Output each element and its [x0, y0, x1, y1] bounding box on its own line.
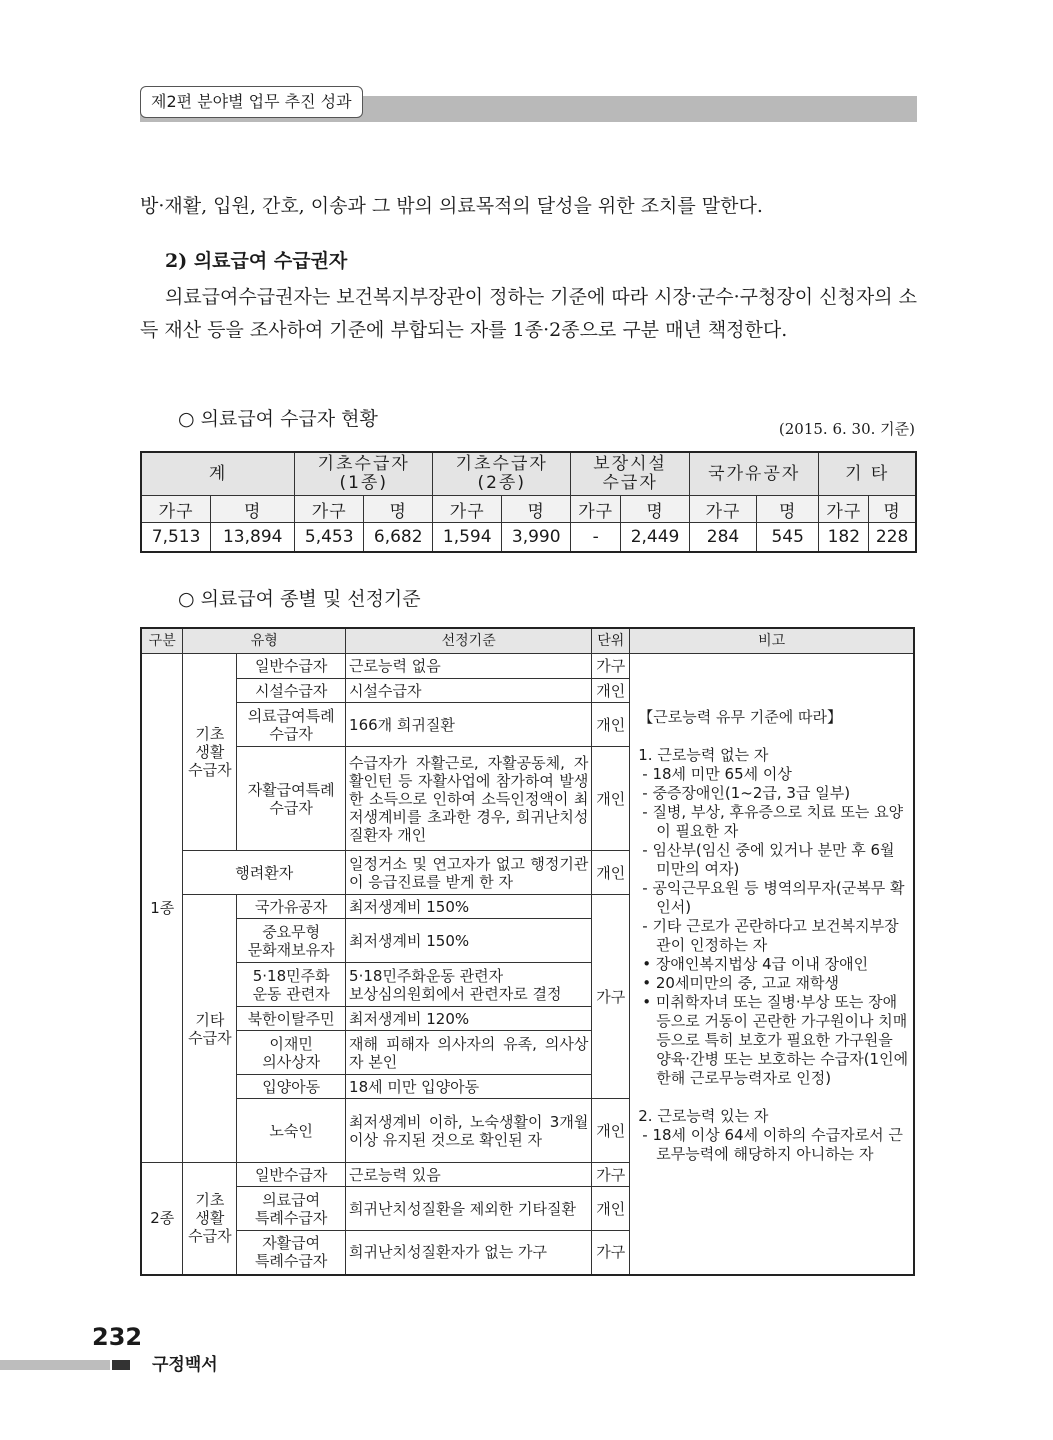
group-header: 기초수급자 (1종): [295, 452, 433, 496]
type-cell: 행려환자: [183, 851, 346, 895]
type-cell: 중요무형 문화재보유자: [237, 919, 346, 963]
table-cell: -: [571, 523, 621, 553]
note-line: - 기타 근로가 곤란하다고 보건복지부장관이 인정하는 자: [642, 917, 899, 954]
section-label: 제2편 분야별 업무 추진 성과: [140, 86, 363, 118]
unit-cell: 개인: [592, 747, 630, 851]
table-cell: 5,453: [295, 523, 364, 553]
criteria-cell: 수급자가 자활근로, 자활공동체, 자활인턴 등 자활사업에 참가하여 발생한 소득으로 인하여 소득인정액이 최저생계비를 초과한 경우, 희귀난치성 질환자 개인: [346, 747, 592, 851]
criteria-cell: 최저생계비 120%: [346, 1007, 592, 1031]
criteria-cell: 5·18민주화운동 관련자 보상심의원회에서 관련자로 결정: [346, 963, 592, 1007]
class-1: 1종: [141, 654, 183, 1163]
table-cell: 7,513: [141, 523, 211, 553]
basis-date: (2015. 6. 30. 기준): [778, 420, 915, 438]
col-header-gubun: 구분: [141, 628, 183, 654]
note-line: • 장애인복지법상 4급 이내 장애인: [642, 955, 869, 973]
class-2: 2종: [141, 1163, 183, 1275]
col-header-note: 비고: [630, 628, 914, 654]
group-header: 계: [141, 452, 295, 496]
criteria-cell: 근로능력 없음: [346, 654, 592, 679]
criteria-cell: 최저생계비 이하, 노숙생활이 3개월 이상 유지된 것으로 확인된 자: [346, 1099, 592, 1163]
group-header: 국가유공자: [690, 452, 819, 496]
criteria-table: [140, 627, 915, 1276]
unit-cell: 개인: [592, 851, 630, 895]
note-line: 【근로능력 유무 기준에 따라】: [638, 708, 842, 726]
type-cell: 자활급여특례 수급자: [237, 747, 346, 851]
page-number: 232: [92, 1323, 143, 1351]
group-basic-2: 기초 생활 수급자: [183, 1163, 237, 1275]
type-cell: 노숙인: [237, 1099, 346, 1163]
type-cell: 자활급여 특례수급자: [237, 1231, 346, 1275]
footer-square: [112, 1360, 130, 1370]
book-title: 구정백서: [152, 1355, 218, 1375]
sub-header: 명: [211, 496, 295, 523]
type-cell: 일반수급자: [237, 654, 346, 679]
table-cell: 6,682: [364, 523, 433, 553]
sub-header: 가구: [819, 496, 869, 523]
group-header: 보장시설 수급자: [571, 452, 690, 496]
table-cell: 545: [756, 523, 818, 553]
type-cell: 의료급여 특례수급자: [237, 1187, 346, 1231]
unit-cell: 개인: [592, 679, 630, 703]
type-cell: 국가유공자: [237, 895, 346, 919]
unit-cell: 개인: [592, 1187, 630, 1231]
subheading: 2) 의료급여 수급권자: [165, 250, 348, 272]
unit-cell: 가구: [592, 895, 630, 1099]
note-line: - 임산부(임신 중에 있거나 분만 후 6월 미만의 여자): [642, 841, 895, 878]
sub-header: 명: [502, 496, 571, 523]
type-cell: 의료급여특례 수급자: [237, 703, 346, 747]
table-cell: 284: [690, 523, 757, 553]
group-header: 기 타: [819, 452, 916, 496]
type-cell: 북한이탈주민: [237, 1007, 346, 1031]
unit-cell: 가구: [592, 1231, 630, 1275]
status-table: [140, 451, 917, 553]
unit-cell: 개인: [592, 703, 630, 747]
col-header-criteria: 선정기준: [346, 628, 592, 654]
unit-cell: 개인: [592, 1099, 630, 1163]
table-cell: 228: [869, 523, 916, 553]
note-line: - 18세 이상 64세 이하의 수급자로서 근로무능력에 해당하지 아니하는 자: [642, 1126, 903, 1163]
note-line: • 20세미만의 중, 고교 재학생: [642, 974, 839, 992]
group-header: 기초수급자 (2종): [433, 452, 571, 496]
table-cell: 1,594: [433, 523, 502, 553]
group-basic: 기초 생활 수급자: [183, 654, 237, 851]
intro-line: 방·재활, 입원, 간호, 이송과 그 밖의 의료목적의 달성을 위한 조치를 말한다.: [140, 195, 763, 217]
criteria-bullet: ○ 의료급여 종별 및 선정기준: [178, 588, 421, 610]
table-cell: 182: [819, 523, 869, 553]
unit-cell: 가구: [592, 654, 630, 679]
unit-cell: 가구: [592, 1163, 630, 1187]
note-line: 1. 근로능력 없는 자: [638, 746, 769, 764]
sub-header: 명: [621, 496, 690, 523]
note-line: - 질병, 부상, 후유증으로 치료 또는 요양이 필요한 자: [642, 803, 904, 840]
note-line: - 공익근무요원 등 병역의무자(군복무 확인서): [642, 879, 905, 916]
sub-header: 명: [364, 496, 433, 523]
criteria-cell: 근로능력 있음: [346, 1163, 592, 1187]
criteria-cell: 18세 미만 입양아동: [346, 1075, 592, 1099]
criteria-cell: 희귀난치성질환을 제외한 기타질환: [346, 1187, 592, 1231]
note-line: 2. 근로능력 있는 자: [638, 1107, 769, 1125]
sub-header: 가구: [141, 496, 211, 523]
criteria-cell: 최저생계비 150%: [346, 919, 592, 963]
table-cell: 3,990: [502, 523, 571, 553]
criteria-cell: 166개 희귀질환: [346, 703, 592, 747]
type-cell: 5·18민주화 운동 관련자: [237, 963, 346, 1007]
body-paragraph: 의료급여수급권자는 보건복지부장관이 정하는 기준에 따라 시장·군수·구청장이 신청자의 소득 재산 등을 조사하여 기준에 부합되는 자를 1종·2종으로 구분 매년 책정한다.: [140, 286, 917, 341]
sub-header: 가구: [295, 496, 364, 523]
type-cell: 일반수급자: [237, 1163, 346, 1187]
table-cell: 13,894: [211, 523, 295, 553]
note-line: - 18세 미만 65세 이상: [642, 765, 792, 783]
criteria-cell: 희귀난치성질환자가 없는 가구: [346, 1231, 592, 1275]
criteria-cell: 최저생계비 150%: [346, 895, 592, 919]
table-cell: 2,449: [621, 523, 690, 553]
col-header-unit: 단위: [592, 628, 630, 654]
sub-header: 명: [756, 496, 818, 523]
sub-header: 명: [869, 496, 916, 523]
criteria-cell: 재해 피해자 의사자의 유족, 의사상자 본인: [346, 1031, 592, 1075]
note-line: - 중증장애인(1~2급, 3급 일부): [642, 784, 851, 802]
type-cell: 입양아동: [237, 1075, 346, 1099]
sub-header: 가구: [690, 496, 757, 523]
footer-bar: [0, 1360, 110, 1370]
sub-header: 가구: [433, 496, 502, 523]
type-cell: 이재민 의사상자: [237, 1031, 346, 1075]
sub-header: 가구: [571, 496, 621, 523]
note-cell: [630, 654, 914, 1275]
col-header-type: 유형: [183, 628, 346, 654]
criteria-cell: 시설수급자: [346, 679, 592, 703]
criteria-cell: 일정거소 및 연고자가 없고 행정기관이 응급진료를 받게 한 자: [346, 851, 592, 895]
group-other: 기타 수급자: [183, 895, 237, 1163]
type-cell: 시설수급자: [237, 679, 346, 703]
note-line: • 미취학자녀 또는 질병·부상 또는 장애 등으로 거동이 곤란한 가구원이나 치매 등으로 특히 보호가 필요한 가구원을 양육·간병 또는 보호하는 수급자(1인에 한해 근로무능력자로 인정): [642, 993, 909, 1087]
status-bullet: ○ 의료급여 수급자 현황: [178, 408, 378, 430]
